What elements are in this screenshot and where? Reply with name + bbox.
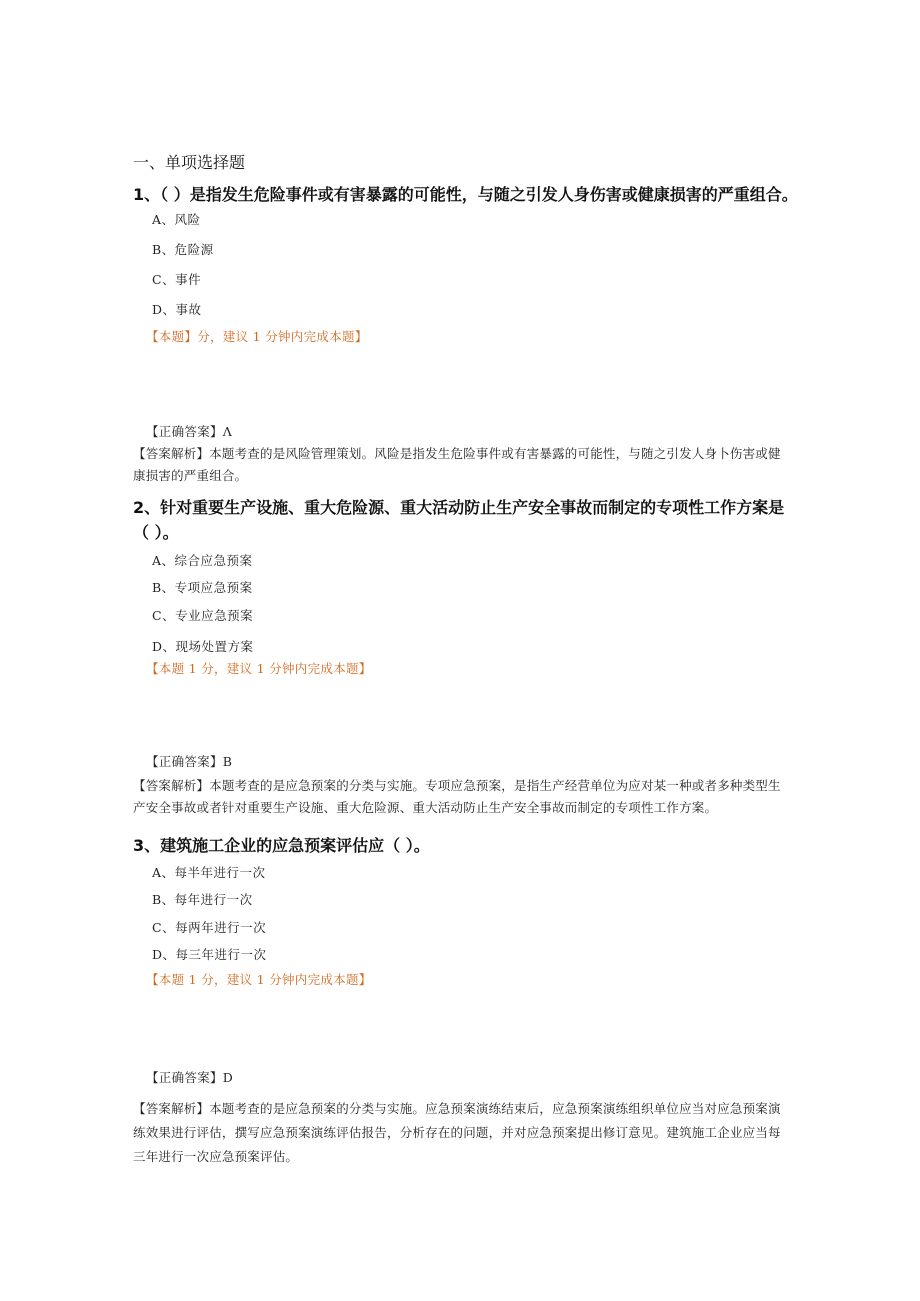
question-3-note: 【本题 1 分，建议 1 分钟内完成本题】 [146,972,372,987]
question-2-option-d[interactable]: D、现场处置方案 [152,639,254,654]
question-3-option-b[interactable]: B、每年进行一次 [152,892,253,907]
question-2-option-c[interactable]: C、专业应急预案 [152,608,254,623]
question-3-analysis: 【答案解析】本题考查的是应急预案的分类与实施。应急预案演练结束后，应急预案演练组织单位应当对应急预案演练效果进行评估，撰写应急预案演练评估报告，分析存在的问题，并对应急预案提出修订意见。建筑施工企业应当每三年进行一次应急预案评估。 [133,1101,781,1164]
question-3-option-a[interactable]: A、每半年进行一次 [152,865,266,880]
question-1-option-b[interactable]: B、危险源 [152,242,214,257]
question-1-option-c[interactable]: C、事件 [152,272,202,287]
question-2-note: 【本题 1 分，建议 1 分钟内完成本题】 [146,661,372,676]
section-title: 一、单项选择题 [133,153,246,172]
question-3-option-d[interactable]: D、每三年进行一次 [152,947,267,962]
question-2-option-b[interactable]: B、专项应急预案 [152,580,253,595]
question-2-stem-line2: （ ）。 [133,523,179,542]
question-3-stem: 3、建筑施工企业的应急预案评估应（ ）。 [133,836,430,855]
question-1-analysis: 【答案解析】本题考查的是风险管理策划。风险是指发生危险事件或有害暴露的可能性，与随之引发人身卜伤害或健康损害的严重组合。 [133,446,781,483]
question-2-analysis: 【答案解析】本题考查的是应急预案的分类与实施。专项应急预案，是指生产经营单位为应对某一种或者多种类型生产安全事故或者针对重要生产设施、重大危险源、重大活动防止生产安全事故而制定的专项性工作方案。 [133,778,781,815]
question-1-answer: 【正确答案】Λ [146,424,233,439]
question-1-option-a[interactable]: A、风险 [152,212,201,227]
question-1-stem: 1、（ ）是指发生危险事件或有害暴露的可能性，与随之引发人身伤害或健康损害的严重组合。 [133,185,798,204]
question-3-answer: 【正确答案】D [146,1070,234,1085]
question-1-note: 【本题】分，建议 1 分钟内完成本题】 [146,329,368,344]
question-2-answer: 【正确答案】B [146,754,233,769]
question-2-option-a[interactable]: A、综合应急预案 [152,553,253,568]
question-3-option-c[interactable]: C、每两年进行一次 [152,920,267,935]
question-2-stem-line1: 2、针对重要生产设施、重大危险源、重大活动防止生产安全事故而制定的专项性工作方案是 [133,498,785,517]
question-1-option-d[interactable]: D、事故 [152,302,202,317]
